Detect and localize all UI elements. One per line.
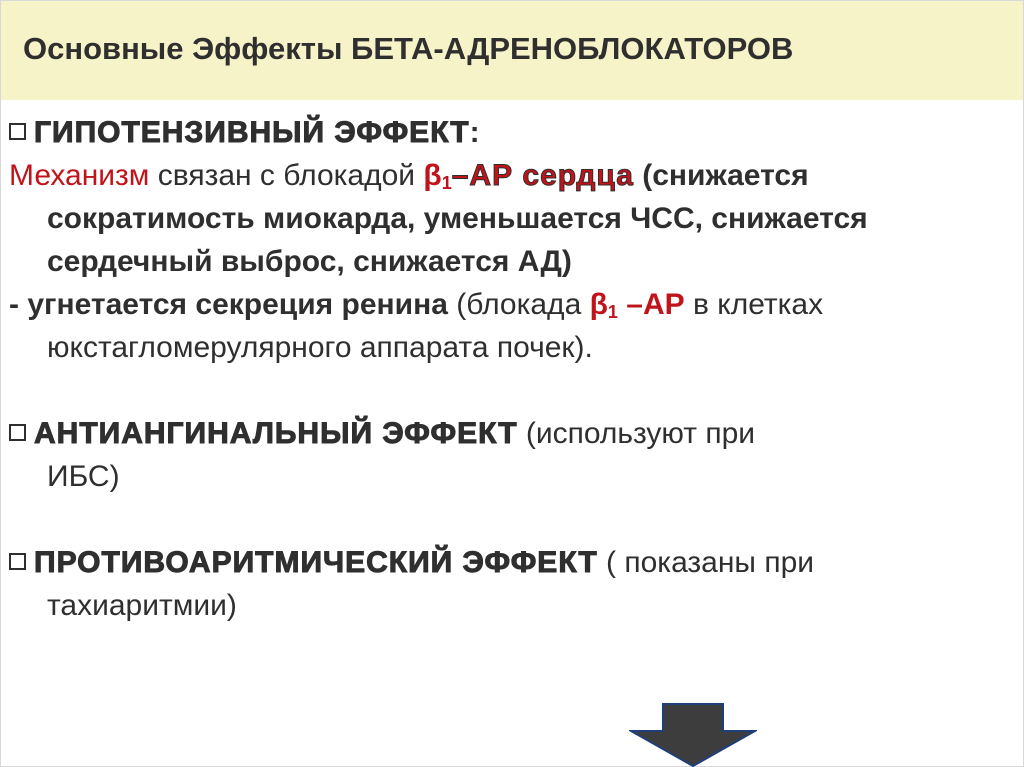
antianginal-note-1: (используют при	[517, 417, 756, 450]
antiarrhythmic-note-2: тахиаритмии)	[47, 589, 237, 622]
antiarrhythmic-heading-line	[9, 541, 1009, 584]
hypotensive-heading-colon: :	[469, 116, 480, 149]
renin-cells: в клетках	[684, 288, 824, 321]
renin-beta: β	[589, 288, 608, 321]
renin-line-2: юкстагломерулярного аппарата почек).	[47, 331, 593, 364]
effects-line-3: сердечный выброс, снижается АД)	[47, 245, 572, 278]
effects-line-1: (снижается	[633, 159, 809, 192]
renin-line	[9, 283, 1009, 326]
antiarrhythmic-heading: ПРОТИВОАРИТМИЧЕСКИЙ ЭФФЕКТ	[34, 546, 598, 579]
antiarrhythmic-note-1: ( показаны при	[597, 546, 815, 579]
checkbox-bullet-icon	[9, 553, 26, 570]
slide-content	[9, 111, 1009, 627]
spacer	[9, 369, 1009, 412]
slide-title: Основные Эффекты БЕТА-АДРЕНОБЛОКАТОРОВ	[23, 31, 794, 66]
hypotensive-heading: ГИПОТЕНЗИВНЫЙ ЭФФЕКТ	[34, 116, 470, 149]
antianginal-heading-line	[9, 412, 1009, 455]
renin-subscript: 1	[607, 302, 618, 322]
spacer	[9, 498, 1009, 541]
down-arrow-icon[interactable]	[629, 703, 757, 767]
hypotensive-heading-line	[9, 111, 1009, 154]
antianginal-heading: АНТИАНГИНАЛЬНЫЙ ЭФФЕКТ	[34, 417, 518, 450]
mechanism-label: Механизм	[9, 159, 150, 192]
renin-receptor: –АР	[617, 288, 685, 321]
mechanism-line	[9, 154, 1009, 197]
mechanism-text: связан с блокадой	[149, 159, 424, 192]
antianginal-note-2: ИБС)	[47, 460, 120, 493]
checkbox-bullet-icon	[9, 424, 26, 441]
receptor-beta: β	[423, 159, 442, 192]
renin-prefix: - угнетается секреция ренина	[9, 288, 448, 321]
renin-paren: (блокада	[447, 288, 590, 321]
receptor-rest: –АР сердца	[451, 159, 634, 192]
effects-line-2: сократимость миокарда, уменьшается ЧСС, снижается	[47, 202, 868, 235]
receptor-subscript: 1	[441, 173, 452, 193]
checkbox-bullet-icon	[9, 123, 26, 140]
title-bar	[1, 1, 1023, 100]
